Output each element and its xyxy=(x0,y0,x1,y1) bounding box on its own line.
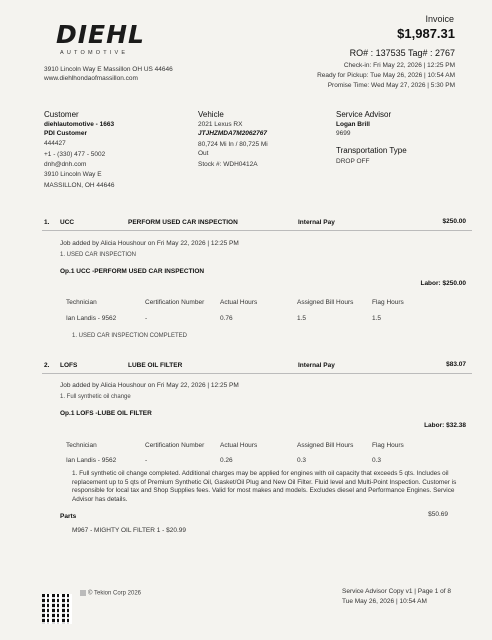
job-operation: Op.1 UCC -PERFORM USED CAR INSPECTION xyxy=(60,268,205,275)
tech-actual-hours: 0.76 xyxy=(220,315,233,322)
job-added-by: Job added by Alicia Houshour on Fri May 22, 2026 | 12:25 PM xyxy=(60,240,239,247)
job-number: 1. xyxy=(44,219,50,226)
job-code: LOFS xyxy=(60,362,78,369)
customer-phone: +1 - (330) 477 - 5002 xyxy=(44,151,106,158)
vehicle-stock: Stock #: WDH0412A xyxy=(198,161,258,168)
job-pay-type: Internal Pay xyxy=(298,362,335,369)
job-number: 2. xyxy=(44,362,50,369)
vehicle-heading: Vehicle xyxy=(198,110,224,119)
copyright-text: © Tekion Corp 2026 xyxy=(88,590,142,597)
job-added-by: Job added by Alicia Houshour on Fri May 22, 2026 | 12:25 PM xyxy=(60,382,239,389)
vehicle-model: 2021 Lexus RX xyxy=(198,121,243,128)
printed-timestamp: Tue May 26, 2026 | 10:54 AM xyxy=(342,598,427,605)
job-amount: $83.07 xyxy=(446,361,466,368)
job-description: PERFORM USED CAR INSPECTION xyxy=(128,219,238,226)
job-description: LUBE OIL FILTER xyxy=(128,362,183,369)
invoice-total: $1,987.31 xyxy=(397,26,455,41)
vehicle-vin: JTJHZMDA7M2062767 xyxy=(198,130,268,137)
transportation-type: DROP OFF xyxy=(336,158,370,165)
ro-tag-number: RO# : 137535 Tag# : 2767 xyxy=(349,48,455,58)
parts-label: Parts xyxy=(60,513,77,520)
tech-header-certification: Certification Number xyxy=(145,299,205,306)
tech-header-actual-hours: Actual Hours xyxy=(220,442,258,449)
tech-flag-hours: 0.3 xyxy=(372,457,382,464)
advisor-number: 9699 xyxy=(336,130,351,137)
advisor-heading: Service Advisor xyxy=(336,110,392,119)
job-note: 1. Full synthetic oil change xyxy=(60,394,131,400)
tech-header-certification: Certification Number xyxy=(145,442,205,449)
tech-actual-hours: 0.26 xyxy=(220,457,233,464)
job-note: 1. USED CAR INSPECTION xyxy=(60,252,137,258)
dealer-website: www.diehlhondaofmassillon.com xyxy=(44,75,138,82)
job-labor-amount: Labor: $32.38 xyxy=(424,422,466,429)
customer-street: 3910 Lincoln Way E xyxy=(44,171,102,178)
job-divider xyxy=(42,373,472,374)
customer-email: dnh@dnh.com xyxy=(44,161,87,168)
job-amount: $250.00 xyxy=(442,218,466,225)
part-line-item: M967 - MIGHTY OIL FILTER 1 - $20.99 xyxy=(72,527,187,534)
transportation-heading: Transportation Type xyxy=(336,146,407,155)
checkin-time: Check-in: Fri May 22, 2026 | 12:25 PM xyxy=(343,62,455,69)
customer-id: 444427 xyxy=(44,140,66,147)
job-divider xyxy=(42,230,472,231)
job-labor-amount: Labor: $250.00 xyxy=(420,280,466,287)
job-completion-note: 1. USED CAR INSPECTION COMPLETED xyxy=(72,333,188,339)
job-completion-note: 1. Full synthetic oil change completed. Additional charges may be applied for engines with oil capacity that exceeds 5 qts. Includes oil replacement up to 5 qts of Premium Synthetic Oil, Gasket/Oil Plug and New Oil Filter. Fluid level and Multi-Point Inspection. Customer is responsible for local tax and Shop Supplies fees. Valid for most makes and models. Excludes diesel and Performance Engines. Service Advisor has details. xyxy=(72,470,457,503)
tech-certification: - xyxy=(145,315,148,322)
tech-header-technician: Technician xyxy=(66,299,97,306)
ready-for-pickup-time: Ready for Pickup: Tue May 26, 2026 | 10:54 AM xyxy=(317,72,455,79)
tech-header-flag-hours: Flag Hours xyxy=(372,299,404,306)
parts-amount: $50.69 xyxy=(428,511,448,518)
invoice-label: Invoice xyxy=(425,14,454,24)
dealer-logo-subtitle: AUTOMOTIVE xyxy=(60,50,129,56)
advisor-name: Logan Brill xyxy=(336,121,370,128)
job-operation: Op.1 LOFS -LUBE OIL FILTER xyxy=(60,410,152,417)
job-code: UCC xyxy=(60,219,75,226)
tech-header-technician: Technician xyxy=(66,442,97,449)
tech-header-bill-hours: Assigned Bill Hours xyxy=(297,299,354,306)
tech-flag-hours: 1.5 xyxy=(372,315,382,322)
tekion-logo-icon xyxy=(80,590,86,596)
tech-certification: - xyxy=(145,457,148,464)
customer-name: diehlautomotive - 1663 xyxy=(44,121,115,128)
tech-header-flag-hours: Flag Hours xyxy=(372,442,404,449)
tech-bill-hours: 0.3 xyxy=(297,457,307,464)
tech-header-actual-hours: Actual Hours xyxy=(220,299,258,306)
job-pay-type: Internal Pay xyxy=(298,219,335,226)
copy-page-info: Service Advisor Copy v1 | Page 1 of 8 xyxy=(342,588,451,595)
tech-name: Ian Landis - 9562 xyxy=(66,457,117,464)
qr-code-icon xyxy=(42,594,72,624)
tech-name: Ian Landis - 9562 xyxy=(66,315,117,322)
promise-time: Promise Time: Wed May 27, 2026 | 5:30 PM xyxy=(327,82,455,89)
customer-city: MASSILLON, OH 44646 xyxy=(44,182,115,189)
dealer-address: 3910 Lincoln Way E Massillon OH US 44646 xyxy=(44,66,173,73)
tekion-copyright xyxy=(80,590,141,597)
tech-bill-hours: 1.5 xyxy=(297,315,307,322)
vehicle-mileage: 80,724 Mi In / 80,725 Mi xyxy=(198,141,268,148)
customer-type: PDI Customer xyxy=(44,130,87,137)
dealer-logo: DIEHL xyxy=(56,20,145,49)
vehicle-mileage-out: Out xyxy=(198,150,209,157)
customer-heading: Customer xyxy=(44,110,79,119)
tech-header-bill-hours: Assigned Bill Hours xyxy=(297,442,354,449)
